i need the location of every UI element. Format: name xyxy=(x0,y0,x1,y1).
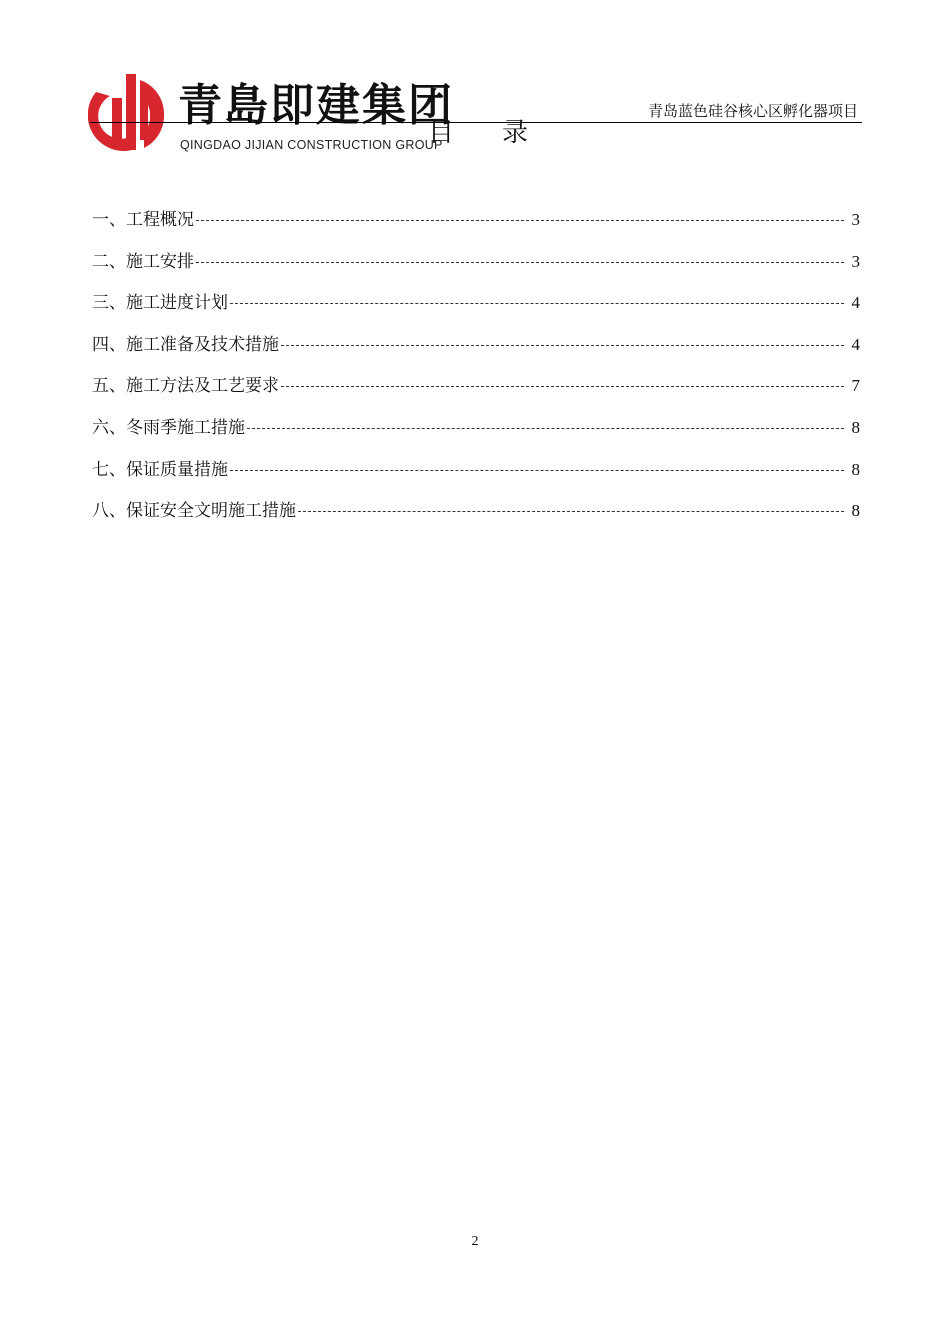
toc-entry-page: 3 xyxy=(851,251,860,271)
toc-entry-page: 8 xyxy=(851,459,860,479)
toc-entry[interactable] xyxy=(92,288,860,330)
toc-heading: 目录 xyxy=(428,118,577,148)
logo-mark-icon xyxy=(88,70,170,154)
toc-entry-label: 四、施工准备及技术措施 xyxy=(92,334,279,355)
toc-entry-label: 二、施工安排 xyxy=(92,251,194,272)
logo-company-name-en: QINGDAO JIJIAN CONSTRUCTION GROUP xyxy=(180,138,443,152)
toc-leader xyxy=(230,303,844,304)
toc-entry[interactable] xyxy=(92,371,860,413)
company-logo xyxy=(88,68,454,158)
toc-leader xyxy=(247,428,844,429)
toc-entry[interactable] xyxy=(92,247,860,289)
toc-entry-label: 五、施工方法及工艺要求 xyxy=(92,376,279,397)
toc-entry[interactable] xyxy=(92,205,860,247)
toc-entry[interactable] xyxy=(92,330,860,372)
toc-entry-label: 八、保证安全文明施工措施 xyxy=(92,501,296,522)
page-number: 2 xyxy=(471,1234,479,1249)
toc-leader xyxy=(281,386,844,387)
toc-entry[interactable] xyxy=(92,496,860,538)
toc-entry-page: 8 xyxy=(851,417,860,437)
toc-leader xyxy=(196,262,844,263)
toc-entry-page: 7 xyxy=(851,376,860,396)
toc-leader xyxy=(196,220,844,221)
toc-entry[interactable] xyxy=(92,455,860,497)
toc-entry[interactable] xyxy=(92,413,860,455)
logo-company-name-cn: 青島即建集团 xyxy=(178,80,454,131)
toc-entry-page: 4 xyxy=(851,293,860,313)
toc-leader xyxy=(230,470,844,471)
project-title: 青岛蓝色硅谷核心区孵化器项目 xyxy=(647,102,858,120)
toc-entry-label: 三、施工进度计划 xyxy=(92,293,228,314)
toc-entry-page: 8 xyxy=(851,501,860,521)
toc-entry-label: 七、保证质量措施 xyxy=(92,459,228,480)
toc-entry-page: 3 xyxy=(851,210,860,229)
toc-entry-label: 六、冬雨季施工措施 xyxy=(92,417,245,438)
toc-entry-page: 4 xyxy=(851,334,860,354)
table-of-contents xyxy=(92,205,860,538)
toc-entry-label: 一、工程概况 xyxy=(92,210,194,230)
toc-leader xyxy=(281,345,844,346)
toc-leader xyxy=(298,511,844,512)
